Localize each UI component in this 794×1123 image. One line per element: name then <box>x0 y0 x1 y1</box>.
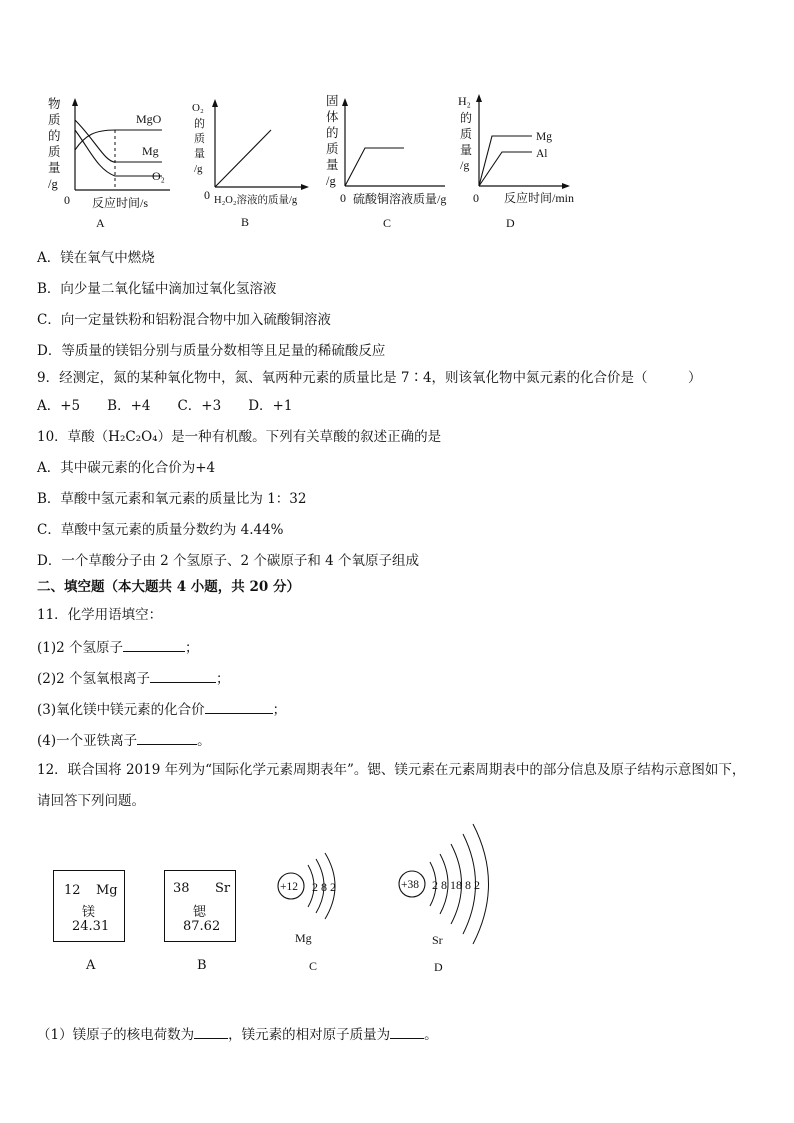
graph-caption: C <box>383 216 392 230</box>
ylabel-char: 质 <box>48 145 61 159</box>
answer-blank[interactable] <box>150 668 216 683</box>
ylabel-char: 的 <box>48 129 61 143</box>
origin-label: 0 <box>340 191 346 205</box>
ylabel-char: 质 <box>48 113 61 127</box>
graph-caption: A <box>96 216 105 230</box>
answer-blank[interactable] <box>137 730 197 745</box>
ylabel-char: /g <box>194 163 203 175</box>
y-arrow <box>476 94 482 102</box>
q10-option-a: A．其中碳元素的化合价为+4 <box>37 460 216 476</box>
origin-label: 0 <box>64 193 70 207</box>
q12-sub1-part1: （1）镁原子的核电荷数为 <box>37 1027 195 1043</box>
x-axis-label: 硫酸铜溶液质量/g <box>353 192 447 206</box>
origin-label: 0 <box>473 191 479 205</box>
ylabel-char: 质 <box>460 127 473 141</box>
atomic-mass: 24.31 <box>72 919 110 934</box>
x-arrow <box>562 183 570 189</box>
element-symbol: Sr <box>215 881 231 896</box>
answer-blank[interactable] <box>390 1024 424 1039</box>
x-arrow <box>301 184 309 190</box>
q10-option-c: C．草酸中氢元素的质量分数约为 4.44% <box>37 522 284 538</box>
x-axis-label: H₂O₂溶液的质量/g <box>214 195 298 206</box>
atom-caption: D <box>434 960 443 974</box>
element-card-sr <box>164 870 236 942</box>
ylabel-char: 的 <box>326 126 339 140</box>
q11-item <box>37 668 230 688</box>
series-label-o2: O₂ <box>152 169 165 183</box>
q11-item <box>37 637 199 657</box>
curve-solid <box>345 148 404 186</box>
ylabel-char: 的 <box>194 118 205 130</box>
series-label-mgo: MgO <box>136 112 162 126</box>
curve-mg <box>479 136 532 186</box>
origin-label: 0 <box>204 188 210 202</box>
q10-option-b: B．草酸中氢元素和氧元素的质量比为 1：32 <box>37 491 307 507</box>
q11-item-text: (4)一个亚铁离子 <box>37 733 138 749</box>
curve-o2 <box>215 130 271 187</box>
answer-blank[interactable] <box>194 1024 228 1039</box>
atom-diagram-sr <box>390 820 520 980</box>
nucleus-charge: +12 <box>280 881 298 893</box>
y-arrow <box>342 98 348 106</box>
q11-item-end: ； <box>272 702 287 718</box>
ylabel-char: 量 <box>48 161 61 175</box>
shell-electrons: 2 8 18 8 2 <box>432 878 480 892</box>
graph-a-ylabel <box>48 96 61 191</box>
q9-options: A．+5 B．+4 C．+3 D．+1 <box>37 398 293 414</box>
ylabel-char: 质 <box>194 133 205 145</box>
graph-d <box>452 90 587 230</box>
ylabel-char: H₂ <box>458 94 471 108</box>
atom-diagram-mg <box>270 835 380 975</box>
element-name: 镁 <box>82 905 96 920</box>
element-card-mg <box>53 870 125 942</box>
atomic-mass: 87.62 <box>183 919 221 934</box>
answer-blank[interactable] <box>205 699 273 714</box>
ylabel-char: 量 <box>460 143 473 157</box>
ylabel-char: /g <box>460 158 470 172</box>
y-arrow <box>72 98 78 106</box>
q12-stem-line1: 12．联合国将 2019 年列为“国际化学元素周期表年”。锶、镁元素在元素周期表中的部分信息及原子结构示意图如下， <box>37 762 746 778</box>
section-heading: 二、填空题（本大题共 4 小题，共 20 分） <box>37 579 300 595</box>
ylabel-char: 固 <box>326 94 339 108</box>
q8-option-b: B．向少量二氧化锰中滴加过氧化氢溶液 <box>37 281 277 297</box>
ylabel-char: 量 <box>326 158 339 172</box>
q11-item <box>37 699 286 719</box>
series-label-mg: Mg <box>142 144 159 158</box>
y-arrow <box>212 99 218 107</box>
x-axis-label: 反应时间/s <box>92 196 149 210</box>
atomic-number: 38 <box>173 881 190 896</box>
ylabel-char: 的 <box>460 111 473 125</box>
graph-b <box>188 95 313 230</box>
ylabel-char: 量 <box>194 148 205 160</box>
ylabel-char: 体 <box>326 110 339 124</box>
ylabel-char: /g <box>326 174 336 188</box>
element-name: 锶 <box>193 905 207 920</box>
shell-electrons: 2 8 2 <box>312 880 336 894</box>
q11-item-text: (2)2 个氢氧根离子 <box>37 671 151 687</box>
q8-option-d: D．等质量的镁铝分别与质量分数相等且足量的稀硫酸反应 <box>37 343 386 359</box>
series-label-al: Al <box>536 148 548 160</box>
q11-item-end: 。 <box>197 733 211 749</box>
q11-item-end: ； <box>185 640 199 656</box>
q12-sub1-part3: 。 <box>424 1027 438 1043</box>
atom-caption: C <box>309 959 318 973</box>
q11-item-text: (3)氧化镁中镁元素的化合价 <box>37 702 205 718</box>
q11-stem: 11．化学用语填空： <box>37 607 163 623</box>
graph-c <box>320 90 460 230</box>
graph-caption: D <box>506 216 515 230</box>
q12-sub1-part2: ，镁元素的相对原子质量为 <box>228 1027 391 1043</box>
q8-option-a: A．镁在氧气中燃烧 <box>37 250 155 266</box>
q8-option-c: C．向一定量铁粉和铝粉混合物中加入硫酸铜溶液 <box>37 312 331 328</box>
ylabel-char: O₂ <box>192 102 204 114</box>
ylabel-char: 物 <box>48 97 61 111</box>
nucleus-charge: +38 <box>401 879 419 891</box>
atomic-number: 12 <box>64 883 81 898</box>
ylabel-char: 质 <box>326 142 339 156</box>
answer-blank[interactable] <box>123 637 185 652</box>
graph-caption: B <box>241 215 250 229</box>
q11-item-text: (1)2 个氢原子 <box>37 640 124 656</box>
caption-b: B <box>197 958 207 973</box>
caption-a: A <box>86 958 96 973</box>
q11-item-end: ； <box>216 671 230 687</box>
graph-a <box>40 90 180 230</box>
q11-item <box>37 730 211 750</box>
element-symbol: Mg <box>96 883 118 898</box>
ylabel-char: /g <box>48 177 58 191</box>
q10-stem: 10．草酸（H₂C₂O₄）是一种有机酸。下列有关草酸的叙述正确的是 <box>37 429 442 445</box>
atom-symbol: Sr <box>432 933 443 947</box>
x-axis-label: 反应时间/min <box>504 191 575 205</box>
series-label-mg: Mg <box>536 131 552 143</box>
q9-stem: 9．经测定，氮的某种氧化物中，氮、氧两种元素的质量比是 7∶4，则该氧化物中氮元素的化合价是（ ） <box>37 370 702 386</box>
q12-stem-line2: 请回答下列问题。 <box>37 793 145 809</box>
atom-symbol: Mg <box>295 931 312 945</box>
q12-sub1 <box>37 1024 438 1044</box>
q10-option-d: D．一个草酸分子由 2 个氢原子、2 个碳原子和 4 个氧原子组成 <box>37 553 420 569</box>
